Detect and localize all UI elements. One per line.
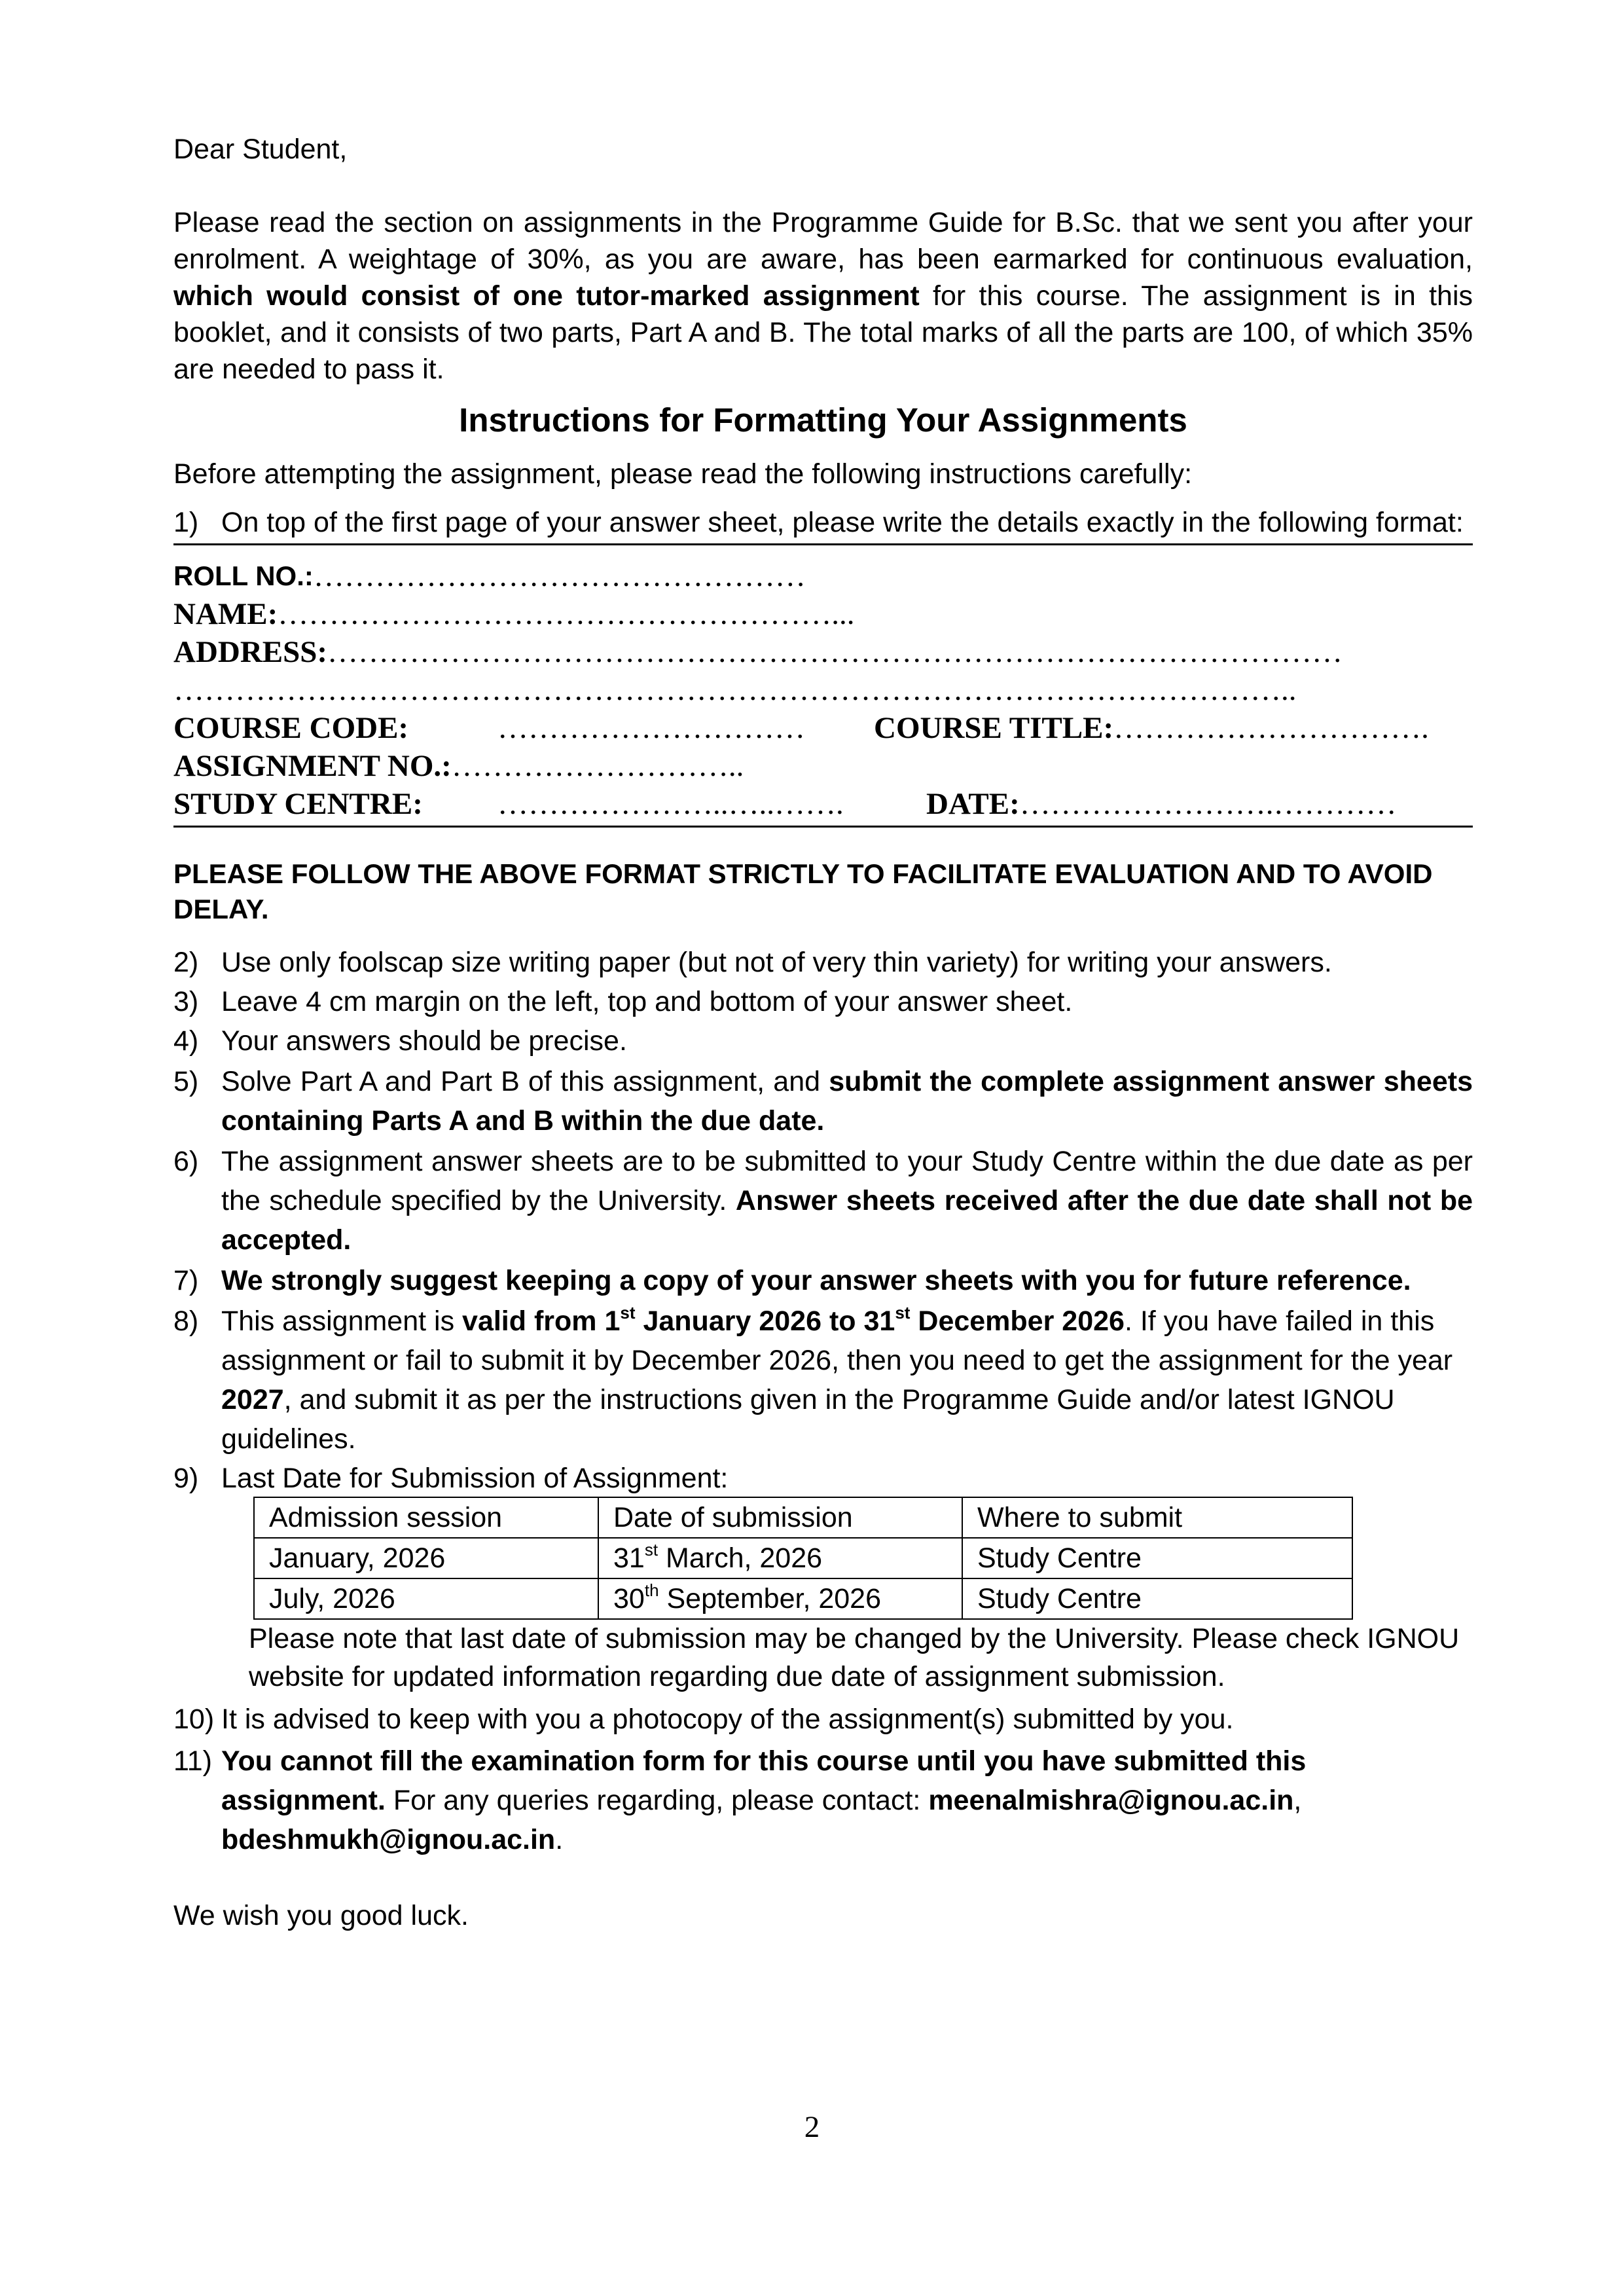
item-number: 10) — [173, 1704, 215, 1735]
instruction-item-11 — [173, 1741, 1473, 1859]
item-text — [221, 1142, 1473, 1260]
item-11-text: For any queries regarding, please contact: — [385, 1785, 929, 1816]
study-centre-label: STUDY CENTRE: — [173, 787, 423, 821]
course-title-dots: …………………………. — [1113, 711, 1429, 745]
item-7-bold: We strongly suggest keeping a copy of your answer sheets with you for future reference. — [221, 1265, 1411, 1296]
item-8-b3: December 2026 — [910, 1305, 1125, 1337]
item-8-sup2: st — [895, 1303, 911, 1322]
table-cell-session: January, 2026 — [254, 1538, 598, 1578]
form-assignment-row — [173, 747, 1473, 785]
assignment-no-label: ASSIGNMENT NO.: — [173, 749, 452, 783]
table-header-row — [254, 1497, 1352, 1538]
form-name-row — [173, 595, 1473, 633]
table-header-cell: Where to submit — [962, 1497, 1352, 1538]
item-8-b2: January 2026 to 31 — [635, 1305, 895, 1337]
closing-text: We wish you good luck. — [173, 1900, 469, 1931]
item-text: Your answers should be precise. — [221, 1025, 627, 1057]
item-8-t2: . If you have failed in this assignment or fail to submit it by December 2026, then you need to get the assignment for the year — [221, 1305, 1453, 1376]
form-course-row — [173, 709, 1473, 747]
assignment-no-dots: ……………………….. — [451, 749, 744, 783]
item-number: 11) — [173, 1745, 212, 1777]
form-address-row — [173, 633, 1473, 671]
instruction-item-8 — [173, 1302, 1473, 1459]
instruction-item-5 — [173, 1062, 1473, 1140]
table-cell-where: Study Centre — [962, 1578, 1352, 1619]
item-number: 5) — [173, 1066, 199, 1097]
study-centre-dots: …………………..…..……. — [497, 787, 844, 821]
submission-schedule-table — [253, 1497, 1353, 1620]
email-link-2[interactable]: bdeshmukh@ignou.ac.in — [221, 1824, 556, 1855]
instruction-item-10 — [173, 1701, 1473, 1738]
item-number: 8) — [173, 1305, 199, 1337]
item-text: Use only foolscap size writing paper (but not of very thin variety) for writing your answers. — [221, 947, 1332, 978]
table-cell-session: July, 2026 — [254, 1578, 598, 1619]
item-text: It is advised to keep with you a photocopy of the assignment(s) submitted by you. — [221, 1704, 1234, 1735]
date-dots: …………………….………… — [1019, 787, 1397, 821]
address-label: ADDRESS: — [173, 635, 328, 669]
name-label: NAME: — [173, 597, 278, 631]
table-row — [254, 1538, 1352, 1578]
item-11-bold: You cannot fill the examination form for this course until you have submitted this assignment. — [221, 1745, 1307, 1816]
submission-note: Please note that last date of submission may be changed by the University. Please check IGNOU website for updated information regarding due date of assignment submission. — [249, 1623, 1460, 1692]
roll-dots: ………………………………………… — [313, 559, 806, 593]
instruction-item-7 — [173, 1261, 1473, 1300]
item-number: 6) — [173, 1146, 199, 1177]
table-header-cell: Date of submission — [598, 1497, 962, 1538]
item-8-b4: 2027 — [221, 1384, 284, 1415]
table-cell-where: Study Centre — [962, 1538, 1352, 1578]
address-dots: ……………………………………………………………………………………… — [327, 635, 1343, 669]
item-text: On top of the first page of your answer sheet, please write the details exactly in the following format: — [221, 507, 1464, 538]
table-cell-date: 30th September, 2026 — [598, 1578, 962, 1619]
course-code-dots: ………………………… — [497, 711, 805, 745]
item-8-b1: valid from 1 — [462, 1305, 621, 1337]
salutation: Dear Student, — [173, 134, 348, 165]
instruction-item-4 — [173, 1023, 1473, 1059]
before-text: Before attempting the assignment, please read the following instructions carefully: — [173, 458, 1193, 490]
item-5-bold: submit the complete assignment answer sheets containing Parts A and B within the due date. — [221, 1066, 1473, 1137]
table-header-cell: Admission session — [254, 1497, 598, 1538]
item-text — [221, 1062, 1473, 1140]
intro-paragraph — [173, 204, 1473, 388]
instruction-item-2 — [173, 944, 1473, 981]
instruction-item-1 — [173, 504, 1473, 541]
table-cell-date: 31st March, 2026 — [598, 1538, 962, 1578]
item-number: 9) — [173, 1463, 199, 1494]
address-line-2: ……………………………………………………………………………………………….. — [173, 673, 1297, 707]
course-title-label: COURSE TITLE: — [874, 711, 1114, 745]
roll-label: ROLL NO.: — [173, 560, 314, 591]
date-label: DATE: — [926, 787, 1020, 821]
item-6-bold: Answer sheets received after the due date shall not be accepted. — [221, 1185, 1473, 1256]
intro-text-2: for this course. The assignment is in this booklet, and it consists of two parts, Part A and B. The total marks of all the parts are 100, of which 35% are needed to pass it. — [173, 280, 1473, 385]
intro-bold: which would consist of one tutor-marked assignment — [173, 280, 920, 312]
email-link-1[interactable]: meenalmishra@ignou.ac.in — [928, 1785, 1294, 1816]
format-warning: PLEASE FOLLOW THE ABOVE FORMAT STRICTLY TO FACILITATE EVALUATION AND TO AVOID DELAY. — [173, 858, 1433, 924]
instruction-item-6 — [173, 1142, 1473, 1260]
item-text — [221, 1302, 1473, 1459]
instruction-item-9 — [173, 1460, 1473, 1497]
item-8-sup1: st — [620, 1303, 636, 1322]
form-roll-row — [173, 557, 1473, 595]
course-code-label: COURSE CODE: — [173, 711, 409, 745]
item-number: 3) — [173, 986, 199, 1017]
item-5-text: Solve Part A and Part B of this assignment, and — [221, 1066, 829, 1097]
item-6-text: The assignment answer sheets are to be submitted to your Study Centre within the due date as per the schedule specified by the University. — [221, 1146, 1473, 1216]
document-page — [173, 131, 1473, 1934]
form-address-row-2 — [173, 671, 1473, 709]
item-number: 7) — [173, 1265, 199, 1296]
item-text: Last Date for Submission of Assignment: — [221, 1463, 729, 1494]
item-number: 2) — [173, 947, 199, 978]
table-row — [254, 1578, 1352, 1619]
page-number: 2 — [804, 2110, 820, 2144]
section-heading: Instructions for Formatting Your Assignments — [459, 401, 1187, 439]
instruction-item-3 — [173, 983, 1473, 1020]
item-8-t3: , and submit it as per the instructions given in the Programme Guide and/or latest IGNOU guidelines. — [221, 1384, 1395, 1455]
item-text: Leave 4 cm margin on the left, top and bottom of your answer sheet. — [221, 986, 1073, 1017]
answer-sheet-format-box — [173, 543, 1473, 828]
item-text: You cannot fill the examination form for this course until you have submitted this assignment. For any queries regarding, please contact: meenalmishra@ignou.ac.in, bdeshmukh@ignou.ac.in. — [221, 1745, 1307, 1855]
intro-text-1: Please read the section on assignments in the Programme Guide for B.Sc. that we sent you after your enrolment. A weightage of 30%, as you are aware, has been earmarked for continuous evaluation, — [173, 207, 1473, 275]
name-dots: ………………………………………………... — [278, 597, 855, 631]
form-study-centre-row — [173, 785, 1473, 823]
item-number: 1) — [173, 507, 199, 538]
item-number: 4) — [173, 1025, 199, 1057]
item-8-t1: This assignment is — [221, 1305, 463, 1337]
